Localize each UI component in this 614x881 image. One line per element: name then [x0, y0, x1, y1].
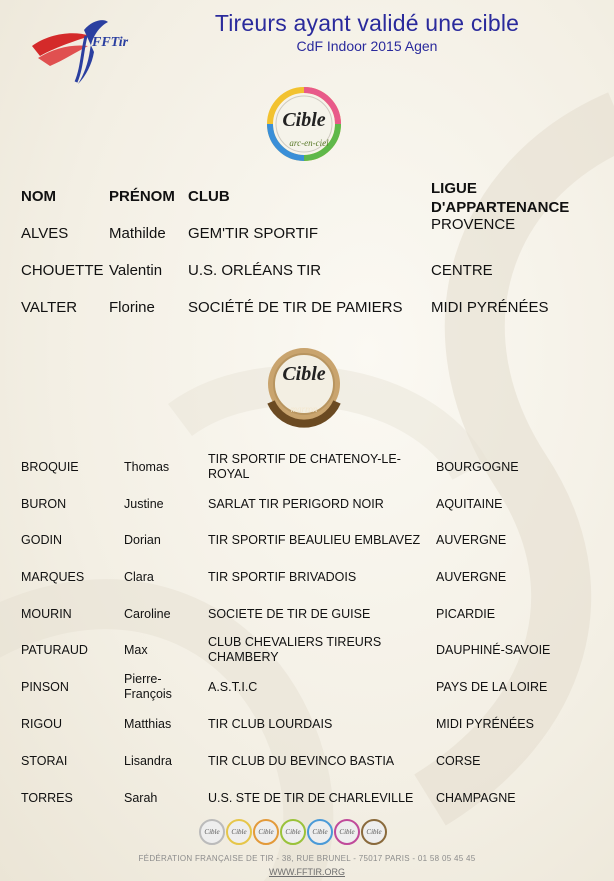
cell-nom: STORAI: [21, 754, 68, 768]
cell-club: GEM'TIR SPORTIF: [188, 225, 319, 242]
cell-ligue: BOURGOGNE: [436, 460, 519, 474]
cell-nom: GODIN: [21, 533, 62, 547]
cell-nom: CHOUETTE: [21, 262, 104, 279]
svg-text:Cible: Cible: [285, 828, 301, 836]
cell-ligue: PICARDIE: [436, 607, 496, 621]
logo-text: FFTir: [92, 35, 129, 50]
footer-website-link[interactable]: WWW.FFTIR.ORG: [269, 867, 345, 877]
cell-club: TIR SPORTIF DE CHATENOY-LE-ROYAL: [208, 452, 401, 481]
cell-club: U.S. ORLÉANS TIR: [188, 262, 322, 279]
cell-ligue: CORSE: [436, 754, 481, 768]
cell-prenom: Dorian: [124, 533, 161, 547]
cell-ligue: CHAMPAGNE: [436, 791, 516, 805]
page-header: [0, 10, 614, 54]
cell-prenom: Florine: [109, 299, 155, 316]
svg-text:Cible: Cible: [204, 828, 220, 836]
cell-club: CLUB CHEVALIERS TIREURS CHAMBERY: [208, 635, 382, 664]
cell-ligue: MIDI PYRÉNÉES: [431, 299, 549, 316]
cible-arc-en-ciel-badge: [259, 86, 349, 166]
cell-club: TIR SPORTIF BEAULIEU EMBLAVEZ: [208, 533, 421, 547]
col-header-nom: NOM: [21, 188, 56, 205]
cell-ligue: DAUPHINÉ-SAVOIE: [436, 643, 551, 657]
cell-ligue: AQUITAINE: [436, 497, 503, 511]
cell-prenom: Lisandra: [124, 754, 172, 768]
cible-badges-strip: [198, 818, 390, 846]
page-subtitle: CdF Indoor 2015 Agen: [296, 38, 438, 54]
cell-nom: VALTER: [21, 299, 78, 316]
cell-club: U.S. STE DE TIR DE CHARLEVILLE: [208, 791, 414, 805]
cell-club: TIR SPORTIF BRIVADOIS: [208, 570, 357, 584]
cell-nom: BROQUIE: [21, 460, 79, 474]
cell-nom: RIGOU: [21, 717, 62, 731]
cell-ligue: PROVENCE: [431, 216, 516, 233]
svg-text:Cible: Cible: [282, 363, 326, 385]
svg-text:Cible: Cible: [282, 109, 326, 131]
cell-club: SOCIETE DE TIR DE GUISE: [208, 607, 371, 621]
cell-ligue: PAYS DE LA LOIRE: [436, 680, 548, 694]
svg-text:Cible: Cible: [258, 828, 274, 836]
cell-nom: MOURIN: [21, 607, 72, 621]
cell-nom: PATURAUD: [21, 643, 88, 657]
page-title: Tireurs ayant validé une cible: [214, 10, 520, 36]
cell-prenom: Caroline: [124, 607, 171, 621]
col-header-prenom: PRÉNOM: [109, 188, 175, 205]
svg-text:Cible: Cible: [339, 828, 355, 836]
svg-text:marron: marron: [290, 404, 318, 414]
cell-club: A.S.T.I.C: [208, 680, 258, 694]
cell-nom: PINSON: [21, 680, 69, 694]
cell-club: SOCIÉTÉ DE TIR DE PAMIERS: [188, 299, 403, 316]
cell-ligue: CENTRE: [431, 262, 493, 279]
cell-nom: TORRES: [21, 791, 73, 805]
cell-prenom: Justine: [124, 497, 164, 511]
cell-nom: MARQUES: [21, 570, 85, 584]
svg-text:Cible: Cible: [231, 828, 247, 836]
cell-ligue: MIDI PYRÉNÉES: [436, 717, 534, 731]
cell-prenom: Sarah: [124, 791, 158, 805]
cell-nom: BURON: [21, 497, 67, 511]
cell-prenom: Mathilde: [109, 225, 166, 242]
cell-club: TIR CLUB DU BEVINCO BASTIA: [208, 754, 395, 768]
cible-marron-badge: [259, 344, 349, 428]
cell-prenom: Thomas: [124, 460, 170, 474]
col-header-club: CLUB: [188, 188, 230, 205]
cell-prenom: Pierre-François: [124, 672, 172, 701]
cell-prenom: Clara: [124, 570, 154, 584]
cell-club: SARLAT TIR PERIGORD NOIR: [208, 497, 384, 511]
cell-nom: ALVES: [21, 225, 69, 242]
cell-prenom: Max: [124, 643, 148, 657]
svg-text:arc-en-ciel: arc-en-ciel: [289, 138, 329, 148]
svg-text:Cible: Cible: [366, 828, 382, 836]
cell-ligue: AUVERGNE: [436, 533, 507, 547]
svg-text:Cible: Cible: [312, 828, 328, 836]
col-header-ligue: LIGUE D'APPARTENANCE: [431, 180, 570, 216]
cell-prenom: Matthias: [124, 717, 172, 731]
footer-address: FÉDÉRATION FRANÇAISE DE TIR - 38, RUE BRUNEL - 75017 PARIS - 01 58 05 45 45: [138, 854, 476, 863]
cell-club: TIR CLUB LOURDAIS: [208, 717, 333, 731]
cell-ligue: AUVERGNE: [436, 570, 507, 584]
cell-prenom: Valentin: [109, 262, 163, 279]
